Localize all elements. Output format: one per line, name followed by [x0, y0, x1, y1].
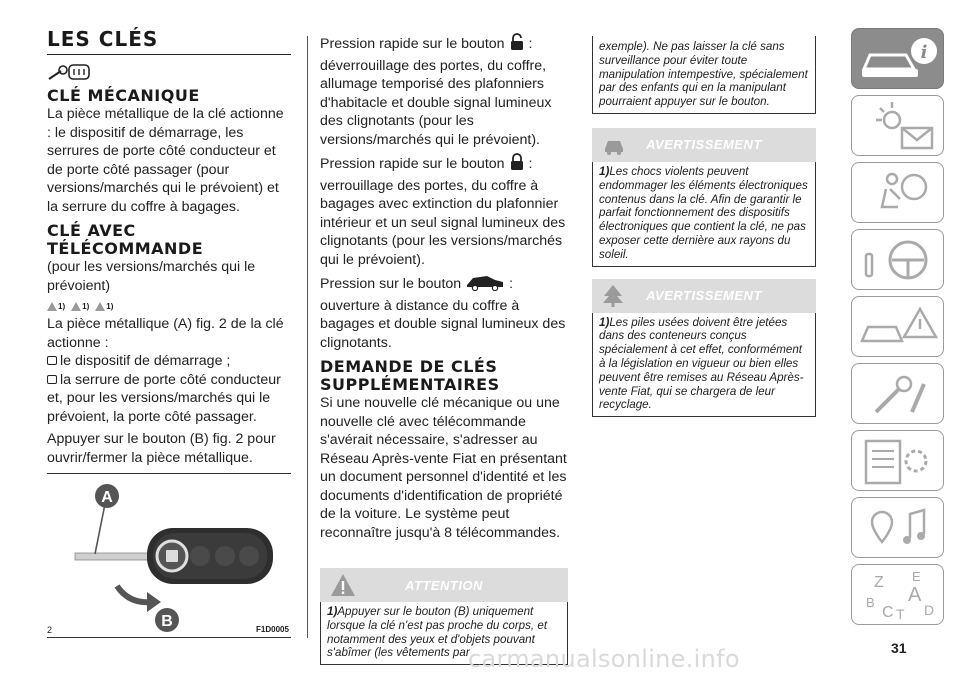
- heading-extra-keys: DEMANDE DE CLÉS SUPPLÉMENTAIRES: [320, 357, 500, 394]
- figure-code: F1D0005: [256, 625, 289, 634]
- attention-continued: exemple). Ne pas laisser la clé sans surveillance pour éviter toute manipulation intempestive, spécialement par des enfants qui en la manipulant pourraient appuyer sur le bouton.: [592, 36, 816, 114]
- lock-button: [215, 546, 235, 566]
- warning-body: 1)Les chocs violents peuvent endommager les éléments électroniques contenus dans la clé. Afin de garantir le parfait fonctionnement des dispositifs électroniques que contient la clé, ne pas exposer cette dernière aux rayons du soleil.: [592, 162, 816, 267]
- warning-triangle-icon: [71, 302, 81, 311]
- tile-steering[interactable]: [851, 229, 944, 290]
- paragraph-extra-keys: Si une nouvelle clé mécanique ou une nouvelle clé avec télécommande s'avérait nécessaire, s'adresser au Réseau Après-vente Fiat en présentant un document personnel d'identité et les documents d'identification de propriété de la voiture. Le système peut reconnaître jusqu'à 8 télécommandes.: [320, 395, 567, 541]
- svg-text:i: i: [920, 42, 928, 63]
- tile-tools[interactable]: [851, 363, 944, 424]
- tile-car-info[interactable]: [851, 28, 944, 89]
- paragraph-continue: et, pour les versions/marchés qui le prévoient, la porte côté passager.: [47, 390, 271, 425]
- warning-header: [592, 128, 816, 162]
- title-rule: [47, 54, 291, 55]
- bullet-item: la serrure de porte côté conducteur: [47, 371, 291, 390]
- callout-b-label: B: [161, 613, 173, 630]
- warning-references: [47, 295, 291, 311]
- paragraph-unlock-desc: déverrouillage des portes, du coffre, allumage temporisé des plafonniers d'habitacle et double signal lumineux des clignotants (pour les versions/marchés qui le prévoient).: [320, 57, 552, 148]
- bullet-square-icon: [47, 356, 57, 365]
- attention-label: ATTENTION: [405, 577, 483, 593]
- warning-label: AVERTISSEMENT: [646, 288, 762, 304]
- svg-text:Z: Z: [874, 574, 884, 591]
- checklist-gear-icon: [852, 431, 945, 492]
- paragraph-lock: Pression rapide sur le bouton :: [320, 153, 568, 177]
- navigation-music-icon: [852, 498, 945, 559]
- warning-box-shocks: [592, 128, 816, 267]
- car-trunk-icon: [465, 273, 505, 297]
- tile-crash-warning[interactable]: [851, 296, 944, 357]
- car-info-icon: [852, 29, 945, 90]
- warning-body: 1)Les piles usées doivent être jetées dans des conteneurs conçus spécialement à cet effet, conformément à la législation en vigueur ou bien elles peuvent être remises au Réseau Après-vente Fiat, qui se chargera de leur recyclage.: [592, 313, 816, 418]
- warning-header: [592, 279, 816, 313]
- bullet-square-icon: [47, 375, 57, 384]
- alphabet-index-icon: [852, 565, 945, 626]
- tools-icon: [852, 364, 945, 425]
- column-right: [592, 36, 816, 417]
- svg-text:T: T: [896, 606, 905, 622]
- svg-text:E: E: [912, 569, 921, 584]
- paragraph-trunk: Pression sur le bouton :: [320, 273, 568, 297]
- section-title: LES CLÉS: [47, 27, 159, 51]
- tile-lights-mail[interactable]: [851, 95, 944, 156]
- paragraph-metal-part: La pièce métallique (A) fig. 2 de la clé actionne :: [47, 316, 284, 351]
- paragraph-mechanical-key: La pièce métallique de la clé actionne : le dispositif de démarrage, les serrures de porte côté conducteur et de porte côté passager (pour versions/marchés qui le prévoient) et la serrure du coffre à bagages.: [47, 106, 284, 215]
- svg-text:C: C: [882, 604, 894, 621]
- tile-alphabet-index[interactable]: [851, 564, 944, 625]
- paragraph-remote-intro: (pour les versions/marchés qui le prévoient): [47, 259, 256, 294]
- reference-item: 1): [95, 302, 113, 311]
- paragraph-trunk-desc: ouverture à distance du coffre à bagages et double signal lumineux des clignotants.: [320, 297, 566, 351]
- paragraph-unlock: Pression rapide sur le bouton :: [320, 33, 568, 57]
- press-arrow: [117, 586, 151, 602]
- warning-label: AVERTISSEMENT: [646, 137, 762, 153]
- watermark: carmanualsonline.info: [468, 645, 740, 673]
- airbag-icon: [852, 163, 945, 224]
- column-middle: [320, 33, 568, 665]
- lock-icon: [509, 153, 525, 177]
- lights-mail-icon: [852, 96, 945, 157]
- heading-mechanical-key: CLÉ MÉCANIQUE: [47, 86, 200, 105]
- reference-item: 1): [47, 302, 65, 311]
- paragraph-button-b: Appuyer sur le bouton (B) fig. 2 pour ouvrir/fermer la pièce métallique.: [47, 431, 276, 466]
- trunk-button: [239, 546, 259, 566]
- svg-text:B: B: [866, 595, 875, 610]
- tile-navigation-music[interactable]: [851, 497, 944, 558]
- metal-blade: [75, 553, 157, 560]
- crash-warning-icon: [852, 297, 945, 358]
- paragraph-lock-desc: verrouillage des portes, du coffre à bagages avec extinction du plafonnier intérieur et un seul signal lumineux des clignotants (pour les versions/marchés qui le prévoient).: [320, 177, 566, 268]
- keys-icon: [47, 61, 291, 83]
- column-divider: [307, 36, 308, 638]
- reference-item: 1): [71, 302, 89, 311]
- unlock-icon: [509, 33, 525, 57]
- steering-wheel-icon: [852, 230, 945, 291]
- callout-a-label: A: [101, 489, 113, 506]
- warning-triangle-icon: [95, 302, 105, 311]
- svg-text:D: D: [924, 602, 935, 618]
- column-left: [47, 28, 291, 638]
- key-illustration: [47, 474, 291, 639]
- page-number: 2: [47, 625, 53, 635]
- attention-header: [320, 568, 568, 602]
- warning-box-batteries: [592, 279, 816, 418]
- svg-text:A: A: [908, 584, 922, 606]
- heading-remote-key: CLÉ AVEC TÉLÉCOMMANDE: [47, 221, 204, 258]
- figure-key-illustration: [47, 473, 291, 638]
- warning-triangle-icon: [47, 302, 57, 311]
- tile-airbag[interactable]: [851, 162, 944, 223]
- bullet-item: le dispositif de démarrage ;: [47, 352, 291, 371]
- attention-body: 1)Appuyer sur le bouton (B) uniquement lorsque la clé n'est pas proche du corps, et notamment des yeux et d'objets pouvant s'abîmer (les vêtements par: [320, 602, 568, 665]
- side-page-number: 31: [891, 640, 907, 656]
- chapter-sidebar: [851, 28, 944, 631]
- unlock-button: [190, 546, 210, 566]
- tile-checklist-gear[interactable]: [851, 430, 944, 491]
